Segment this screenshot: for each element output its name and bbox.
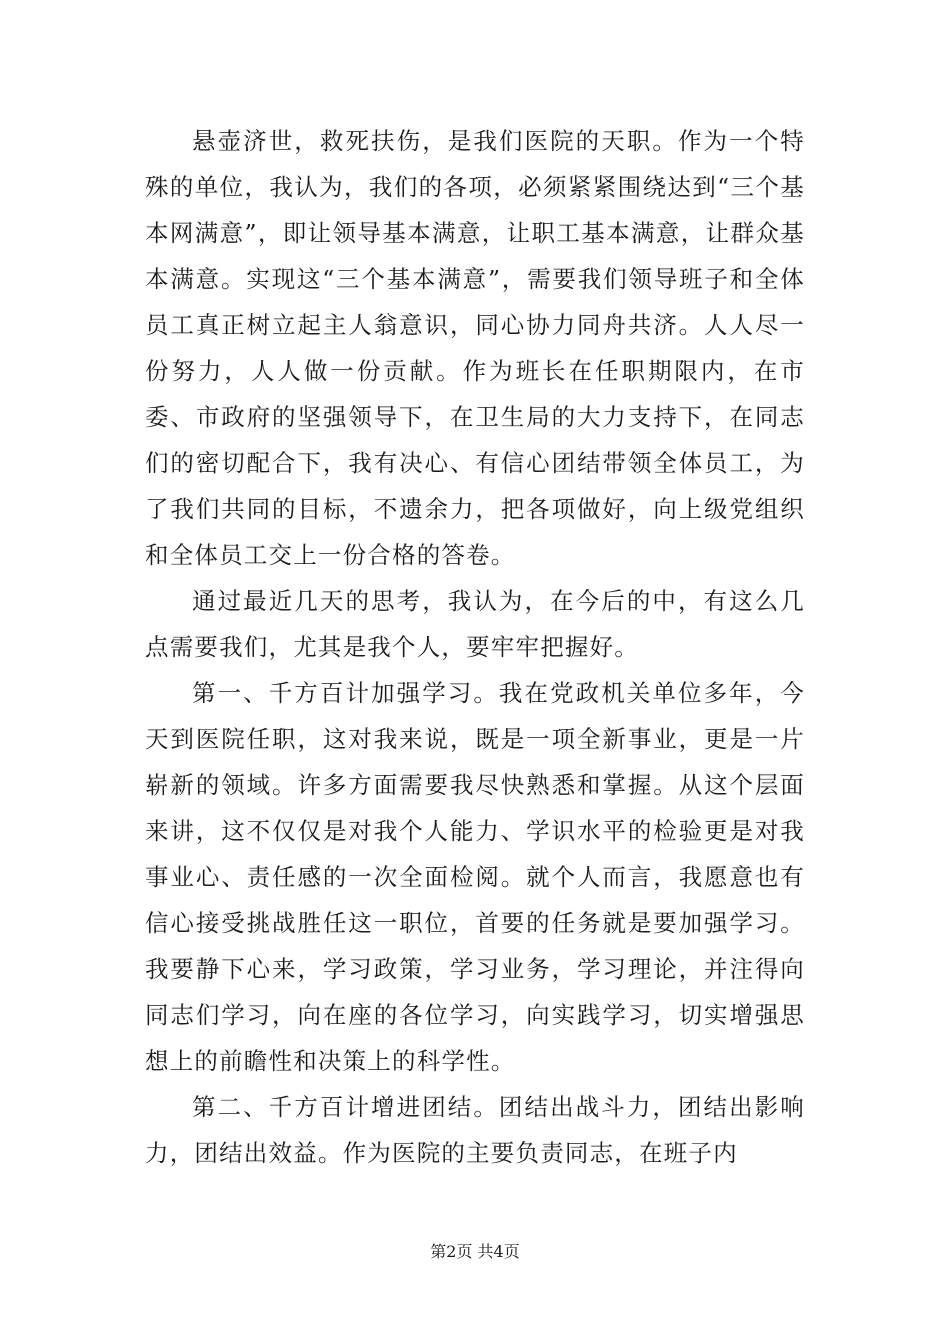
paragraph-4: 第二、千方百计增进团结。团结出战斗力，团结出影响力，团结出效益。作为医院的主要负责同志，在班子内 bbox=[145, 1093, 805, 1167]
paragraph-2: 通过最近几天的思考，我认为，在今后的中，有这么几点需要我们，尤其是我个人，要牢牢把握好。 bbox=[145, 587, 805, 661]
paragraph-1: 悬壶济世，救死扶伤，是我们医院的天职。作为一个特殊的单位，我认为，我们的各项，必须紧紧围绕达到“三个基本网满意”，即让领导基本满意，让职工基本满意，让群众基本满意。实现这“三个基本满意”，需要我们领导班子和全体员工真正树立起主人翁意识，同心协力同舟共济。人人尽一份努力，人人做一份贡献。作为班长在任职期限内，在市委、市政府的坚强领导下，在卫生局的大力支持下，在同志们的密切配合下，我有决心、有信心团结带领全体员工，为了我们共同的目标，不遗余力，把各项做好，向上级党组织和全体员工交上一份合格的答卷。 bbox=[145, 127, 805, 569]
paragraph-3: 第一、千方百计加强学习。我在党政机关单位多年，今天到医院任职，这对我来说，既是一项全新事业，更是一片崭新的领域。许多方面需要我尽快熟悉和掌握。从这个层面来讲，这不仅仅是对我个人能力、学识水平的检验更是对我事业心、责任感的一次全面检阅。就个人而言，我愿意也有信心接受挑战胜任这一职位，首要的任务就是要加强学习。我要静下心来，学习政策，学习业务，学习理论，并注得向同志们学习，向在座的各位学习，向实践学习，切实增强思想上的前瞻性和决策上的科学性。 bbox=[145, 679, 805, 1075]
document-body bbox=[145, 118, 805, 1176]
page-footer: 第2页 共4页 bbox=[430, 1242, 520, 1261]
